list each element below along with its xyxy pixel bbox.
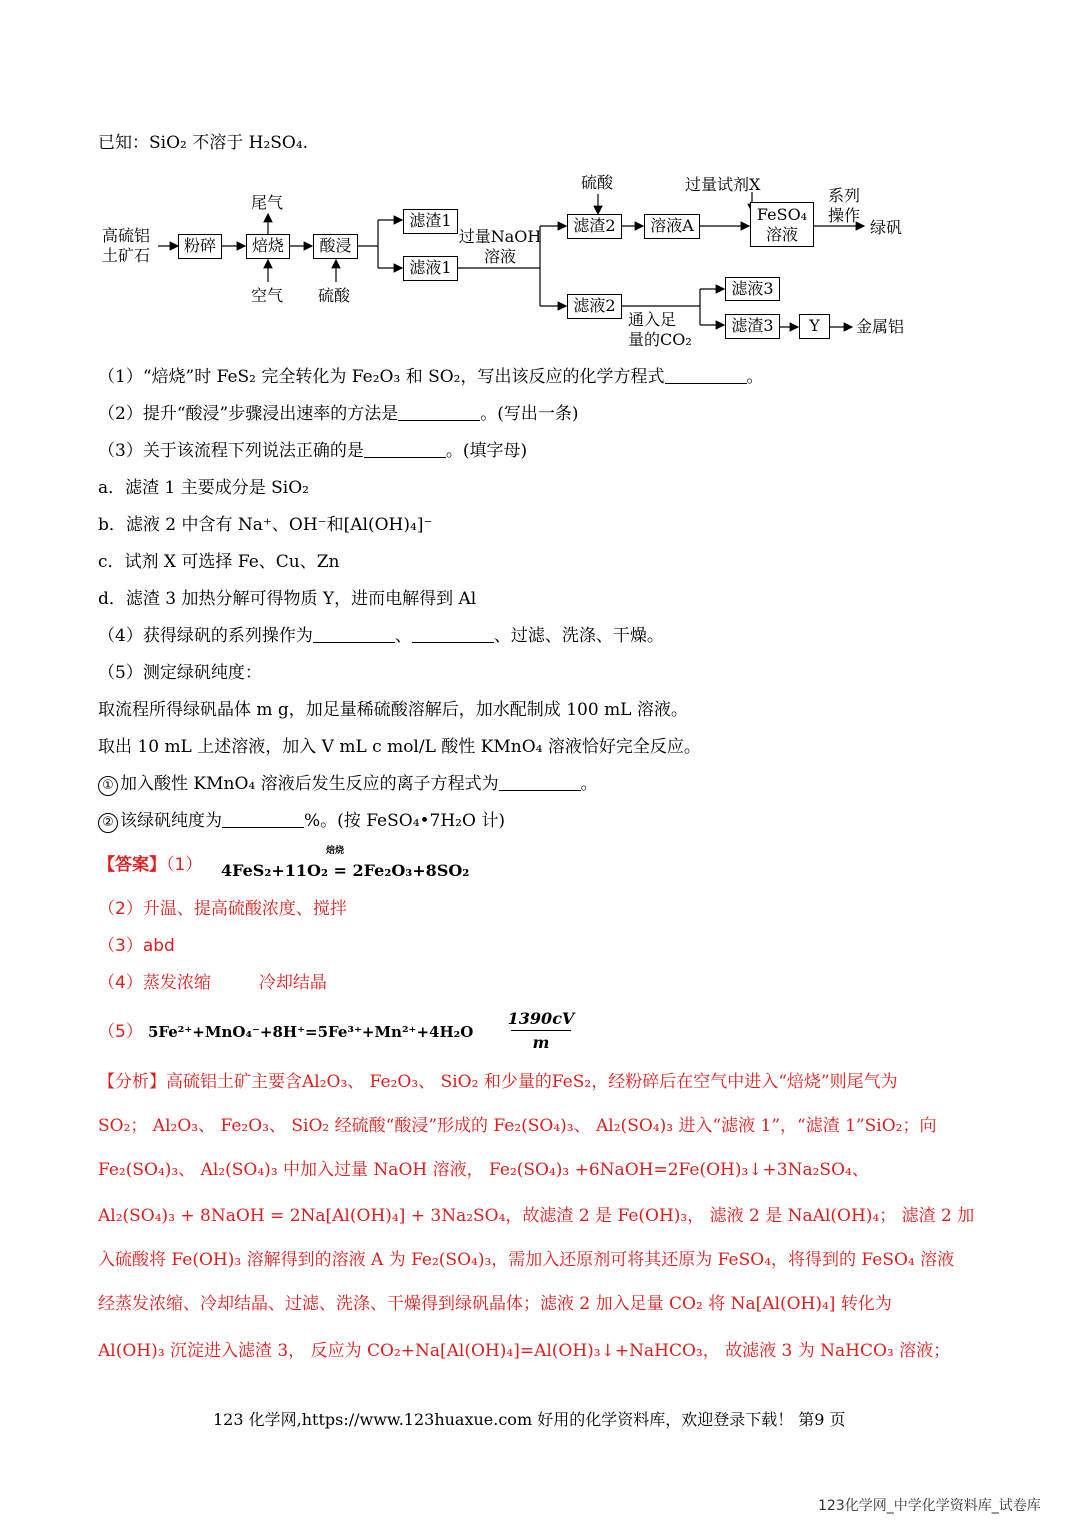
page-footer: 123 化学网,https://www.123huaxue.com 好用的化学资料库，欢迎登录下载！ 第9 页 (213, 1410, 846, 1429)
circled-number: ① (98, 776, 118, 796)
watermark: 123化学网_中学化学资料库_试卷库 (818, 1498, 1041, 1514)
answer-5-num: （5） (98, 1022, 143, 1042)
fraction-bar (511, 1030, 571, 1031)
residue3-box: 滤渣3 (725, 314, 780, 339)
analysis-line4: Al₂(SO₄)₃ + 8NaOH = 2Na[Al(OH)₄] + 3Na₂SO₄，故滤渣 2 是 Fe(OH)₃， 滤液 2 是 NaAl(OH)₄； 滤渣 2 加 (98, 1206, 975, 1226)
answer-1-equation: 4FeS₂+11O₂ = 2Fe₂O₃+8SO₂ (221, 861, 470, 880)
question-5-sub2 (98, 810, 505, 833)
answer-blank (412, 626, 494, 643)
answer-blank (665, 367, 747, 384)
co2-label: 通入足 量的CO₂ (628, 310, 692, 349)
question-4-text: （4）获得绿矾的系列操作为 (98, 626, 313, 646)
aluminum-label: 金属铝 (856, 317, 905, 336)
answer-tag: 【答案】 (98, 855, 166, 875)
question-2 (98, 403, 578, 425)
answer-1-num: （1） (166, 855, 203, 875)
y-box: Y (799, 314, 830, 339)
question-5-sub1-text: 加入酸性 KMnO₄ 溶液后发生反应的离子方程式为 (120, 774, 499, 794)
roast-box: 焙烧 (246, 234, 290, 259)
fraction-numerator: 1390cV (507, 1009, 575, 1028)
analysis-line3: Fe₂(SO₄)₃、 Al₂(SO₄)₃ 中加入过量 NaOH 溶液， Fe₂(SO₄)₃ +6NaOH=2Fe(OH)₃↓+3Na₂SO₄、 (98, 1160, 869, 1180)
sulfuric-acid-label: 硫酸 (318, 286, 351, 305)
question-1: （1）“焙烧”时 FeS₂ 完全转化为 Fe₂O₃ 和 SO₂，写出该反应的化学方程式 。 (98, 367, 764, 387)
question-3 (98, 440, 527, 462)
answer-blank (499, 774, 581, 791)
question-1-text: （1）“焙烧”时 FeS₂ 完全转化为 Fe₂O₃ 和 SO₂，写出该反应的化学方程式 (98, 367, 665, 387)
answer-3: （3）abd (98, 936, 175, 956)
question-5-sub2-tail: %。(按 FeSO₄•7H₂O 计) (304, 811, 505, 831)
analysis-line2: SO₂； Al₂O₃、 Fe₂O₃、 SiO₂ 经硫酸“酸浸”形成的 Fe₂(SO₄)₃、 Al₂(SO₄)₃ 进入“滤液 1”，“滤渣 1”SiO₂；向 (98, 1116, 937, 1136)
option-d: d．滤渣 3 加热分解可得物质 Y，进而电解得到 Al (98, 589, 477, 609)
option-a: a．滤渣 1 主要成分是 SiO₂ (98, 478, 309, 498)
crush-box: 粉碎 (178, 234, 222, 259)
answer-4-part2: 冷却结晶 (258, 973, 327, 993)
answer-blank (222, 811, 304, 828)
option-c: c．试剂 X 可选择 Fe、Cu、Zn (98, 552, 340, 572)
question-5-line1: 取流程所得绿矾晶体 m g，加足量稀硫酸溶解后，加水配制成 100 mL 溶液。 (98, 700, 688, 720)
question-5-sub1: ① 加入酸性 KMnO₄ 溶液后发生反应的离子方程式为 。 (98, 773, 598, 796)
circled-number: ② (98, 813, 118, 833)
filtrate1-box: 滤液1 (403, 256, 458, 281)
solution-a-box: 溶液A (644, 214, 700, 239)
answer-blank (313, 626, 395, 643)
filtrate2-box: 滤液2 (567, 294, 622, 319)
analysis-line5: 入硫酸将 Fe(OH)₃ 溶解得到的溶液 A 为 Fe₂(SO₄)₃，需加入还原剂可将其还原为 FeSO₄，将得到的 FeSO₄ 溶液 (98, 1250, 955, 1270)
question-3-note: 。(填字母) (445, 441, 528, 461)
question-4: （4）获得绿矾的系列操作为 、 、过滤、洗涤、干燥。 (98, 626, 664, 646)
answer-4 (98, 972, 327, 994)
question-5-sub2-text: 该绿矾纯度为 (120, 811, 222, 831)
feso4-box: FeSO₄ 溶液 (750, 202, 814, 247)
answer-4-part1: （4）蒸发浓缩 (98, 973, 211, 993)
tail-gas-label: 尾气 (251, 193, 284, 212)
question-2-text: （2）提升“酸浸”步骤浸出速率的方法是 (98, 404, 399, 424)
option-b: b．滤液 2 中含有 Na⁺、OH⁻和[Al(OH)₄]⁻ (98, 515, 433, 535)
sulfuric-acid2-label: 硫酸 (581, 173, 614, 192)
question-5: （5）测定绿矾纯度： (98, 663, 262, 683)
air-label: 空气 (251, 286, 284, 305)
acid-leach-box: 酸浸 (313, 234, 358, 259)
question-5-line2: 取出 10 mL 上述溶液，加入 V mL c mol/L 酸性 KMnO₄ 溶液恰好完全反应。 (98, 737, 701, 757)
question-4-tail: 、过滤、洗涤、干燥。 (493, 626, 664, 646)
analysis-line6: 经蒸发浓缩、冷却结晶、过滤、洗涤、干燥得到绿矾晶体；滤液 2 加入足量 CO₂ 将 Na[Al(OH)₄] 转化为 (98, 1294, 892, 1314)
fraction-denominator: m (532, 1033, 550, 1052)
answer-5-equation: 5Fe²⁺+MnO₄⁻+8H⁺=5Fe³⁺+Mn²⁺+4H₂O (148, 1023, 474, 1041)
answer-blank (398, 404, 480, 421)
ore-label: 高硫铝 土矿石 (102, 226, 151, 265)
known-statement: 已知：SiO₂ 不溶于 H₂SO₄. (98, 133, 309, 153)
answer-blank (364, 441, 446, 458)
answer-2: （2）升温、提高硫酸浓度、搅拌 (98, 899, 347, 919)
green-vitriol-label: 绿矾 (870, 218, 903, 237)
analysis-line7: Al(OH)₃ 沉淀进入滤渣 3， 反应为 CO₂+Na[Al(OH)₄]=Al(OH)₃↓+NaHCO₃， 故滤液 3 为 NaHCO₃ 溶液； (98, 1341, 951, 1361)
filtrate3-box: 滤液3 (725, 277, 780, 301)
series-ops-label: 系列 操作 (828, 186, 861, 225)
reagent-x-label: 过量试剂X (685, 175, 761, 194)
residue1-box: 滤渣1 (403, 209, 458, 234)
answer-1 (98, 854, 202, 876)
question-3-text: （3）关于该流程下列说法正确的是 (98, 441, 364, 461)
residue2-box: 滤渣2 (567, 214, 622, 239)
answer-5-fraction (505, 1009, 577, 1052)
naoh-label: 过量NaOH 溶液 (458, 227, 542, 266)
question-2-note: 。(写出一条) (480, 404, 579, 424)
analysis-line1: 【分析】高硫铝土矿主要含Al₂O₃、 Fe₂O₃、 SiO₂ 和少量的FeS₂，经粉碎后在空气中进入“焙烧”则尾气为 (98, 1072, 898, 1092)
answer-1-condition: 焙烧 (326, 846, 345, 856)
